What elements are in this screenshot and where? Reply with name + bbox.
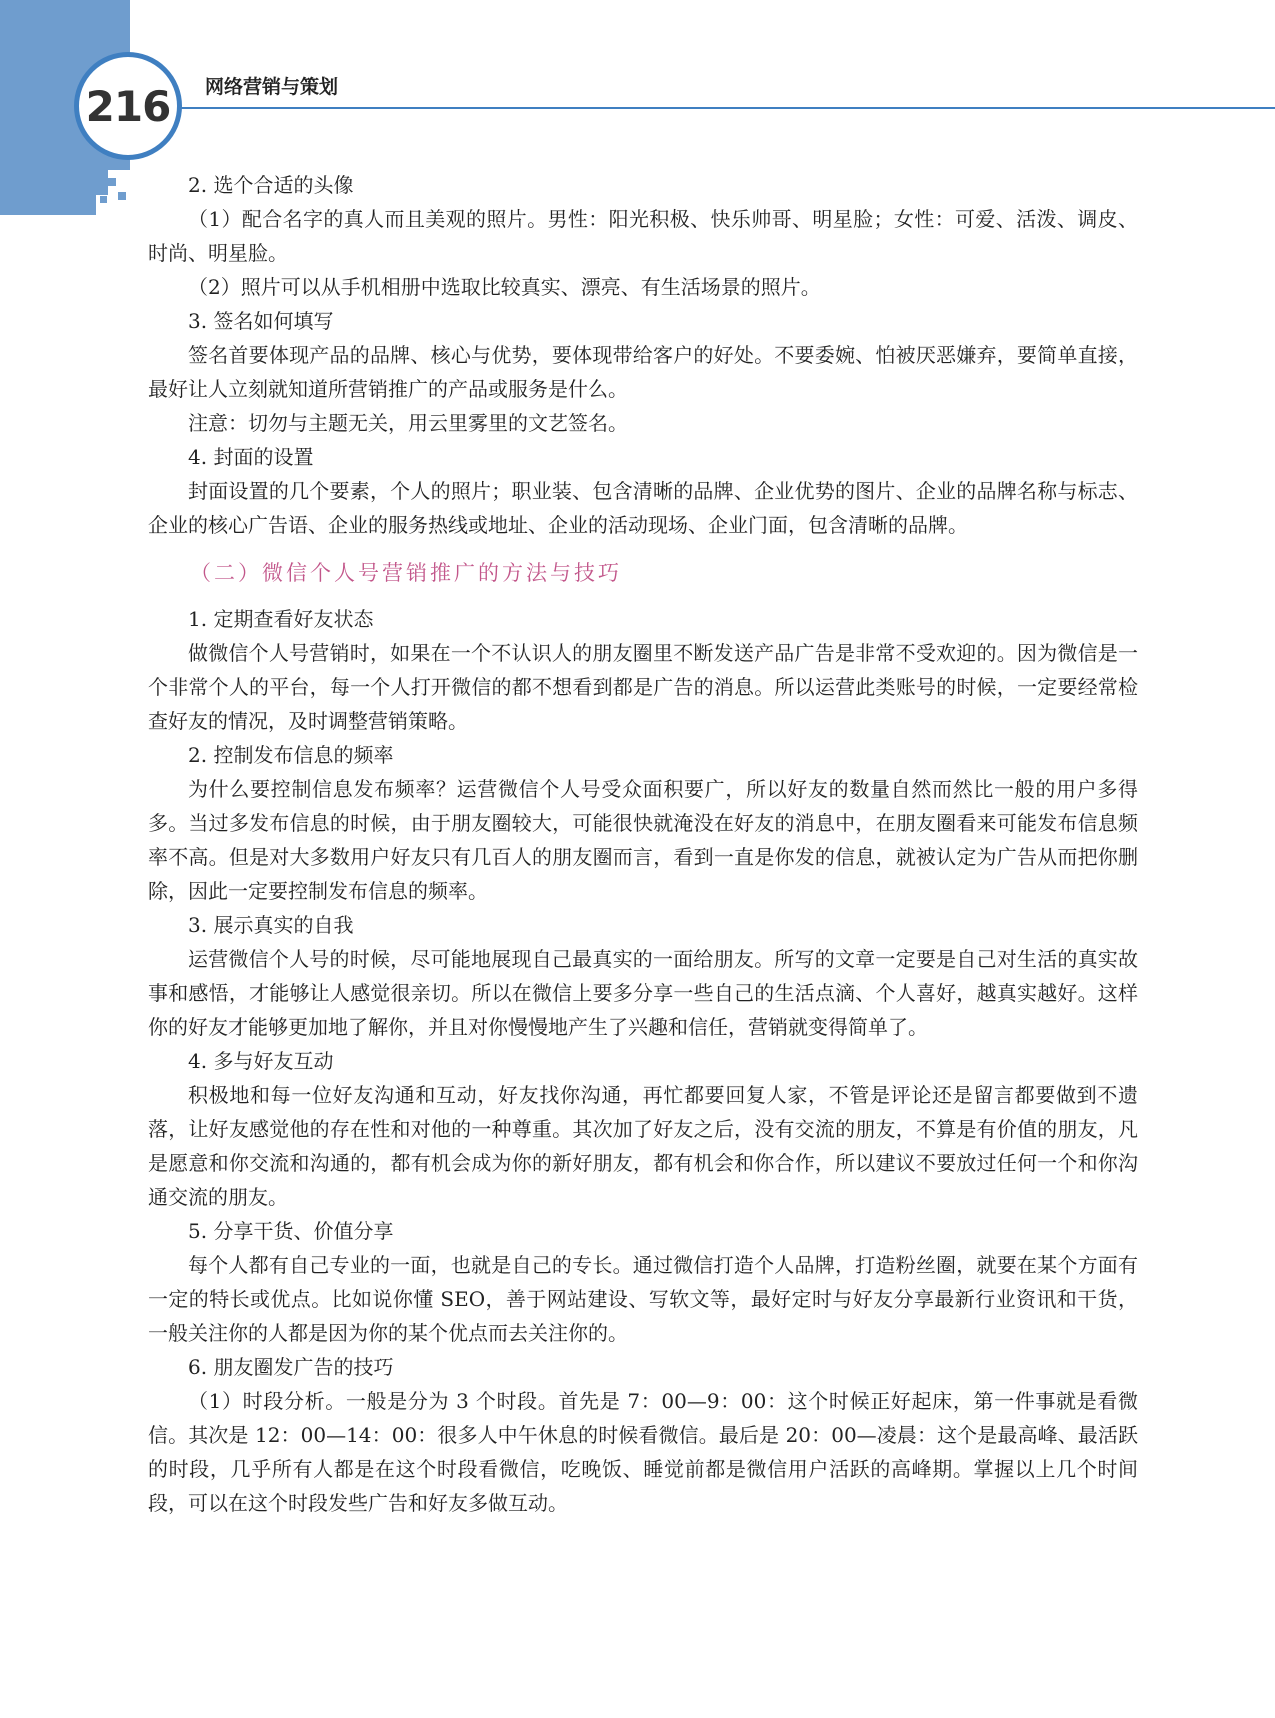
subheading: 5. 分享干货、价值分享 — [188, 1219, 394, 1243]
paragraph: 每个人都有自己专业的一面，也就是自己的专长。通过微信打造个人品牌，打造粉丝圈，就要在某个方面有一定的特长或优点。比如说你懂 SEO，善于网站建设、写软文等，最好定时与好友分享最新行业资讯和干货，一般关注你的人都是因为你的某个优点而去关注你的。 — [148, 1253, 1138, 1345]
paragraph: 运营微信个人号的时候，尽可能地展现自己最真实的一面给朋友。所写的文章一定要是自己对生活的真实故事和感悟，才能够让人感觉很亲切。所以在微信上要多分享一些自己的生活点滴、个人喜好，越真实越好。这样你的好友才能够更加地了解你，并且对你慢慢地产生了兴趣和信任，营销就变得简单了。 — [148, 947, 1138, 1039]
paragraph: 积极地和每一位好友沟通和互动，好友找你沟通，再忙都要回复人家，不管是评论还是留言都要做到不遗落，让好友感觉他的存在性和对他的一种尊重。其次加了好友之后，没有交流的朋友，不算是有价值的朋友，凡是愿意和你交流和沟通的，都有机会成为你的新好朋友，都有机会和你合作，所以建议不要放过任何一个和你沟通交流的朋友。 — [148, 1083, 1138, 1209]
page-body — [148, 168, 1138, 1520]
paragraph: 做微信个人号营销时，如果在一个不认识人的朋友圈里不断发送产品广告是非常不受欢迎的。因为微信是一个非常个人的平台，每一个人打开微信的都不想看到都是广告的消息。所以运营此类账号的时候，一定要经常检查好友的情况，及时调整营销策略。 — [148, 641, 1138, 733]
subheading: 2. 控制发布信息的频率 — [188, 743, 394, 767]
paragraph: 封面设置的几个要素，个人的照片；职业装、包含清晰的品牌、企业优势的图片、企业的品牌名称与标志、企业的核心广告语、企业的服务热线或地址、企业的活动现场、企业门面，包含清晰的品牌。 — [148, 479, 1138, 537]
paragraph: （2）照片可以从手机相册中选取比较真实、漂亮、有生活场景的照片。 — [188, 275, 821, 299]
subheading: 3. 展示真实的自我 — [188, 913, 354, 937]
paragraph: 为什么要控制信息发布频率？运营微信个人号受众面积要广，所以好友的数量自然而然比一般的用户多得多。当过多发布信息的时候，由于朋友圈较大，可能很快就淹没在好友的消息中，在朋友圈看来可能发布信息频率不高。但是对大多数用户好友只有几百人的朋友圈而言，看到一直是你发的信息，就被认定为广告从而把你删除，因此一定要控制发布信息的频率。 — [148, 777, 1138, 903]
subheading: 4. 多与好友互动 — [188, 1049, 334, 1073]
header-rule — [178, 107, 1275, 109]
subheading: 2. 选个合适的头像 — [188, 173, 354, 197]
paragraph: （1）时段分析。一般是分为 3 个时段。首先是 7：00—9：00：这个时候正好起床，第一件事就是看微信。其次是 12：00—14：00：很多人中午休息的时候看微信。最后是 20：00—凌晨：这个是最高峰、最活跃的时段，几乎所有人都是在这个时段看微信，吃晚饭、睡觉前都是微信用户活跃的高峰期。掌握以上几个时间段，可以在这个时段发些广告和好友多做互动。 — [148, 1389, 1138, 1515]
subheading: 3. 签名如何填写 — [188, 309, 334, 333]
pixel-decoration — [100, 196, 107, 203]
paragraph: 签名首要体现产品的品牌、核心与优势，要体现带给客户的好处。不要委婉、怕被厌恶嫌弃，要简单直接，最好让人立刻就知道所营销推广的产品或服务是什么。 — [148, 343, 1138, 401]
section-title: （二）微信个人号营销推广的方法与技巧 — [190, 561, 622, 585]
paragraph: （1）配合名字的真人而且美观的照片。男性：阳光积极、快乐帅哥、明星脸；女性：可爱、活泼、调皮、时尚、明星脸。 — [148, 207, 1138, 265]
paragraph: 注意：切勿与主题无关，用云里雾里的文艺签名。 — [188, 411, 628, 435]
page-number: 216 — [85, 81, 171, 131]
subheading: 4. 封面的设置 — [188, 445, 314, 469]
page-number-badge — [74, 52, 182, 160]
subheading: 1. 定期查看好友状态 — [188, 607, 374, 631]
book-title: 网络营销与策划 — [205, 76, 339, 98]
pixel-decoration — [108, 178, 116, 186]
subheading: 6. 朋友圈发广告的技巧 — [188, 1355, 394, 1379]
pixel-decoration — [118, 192, 126, 200]
